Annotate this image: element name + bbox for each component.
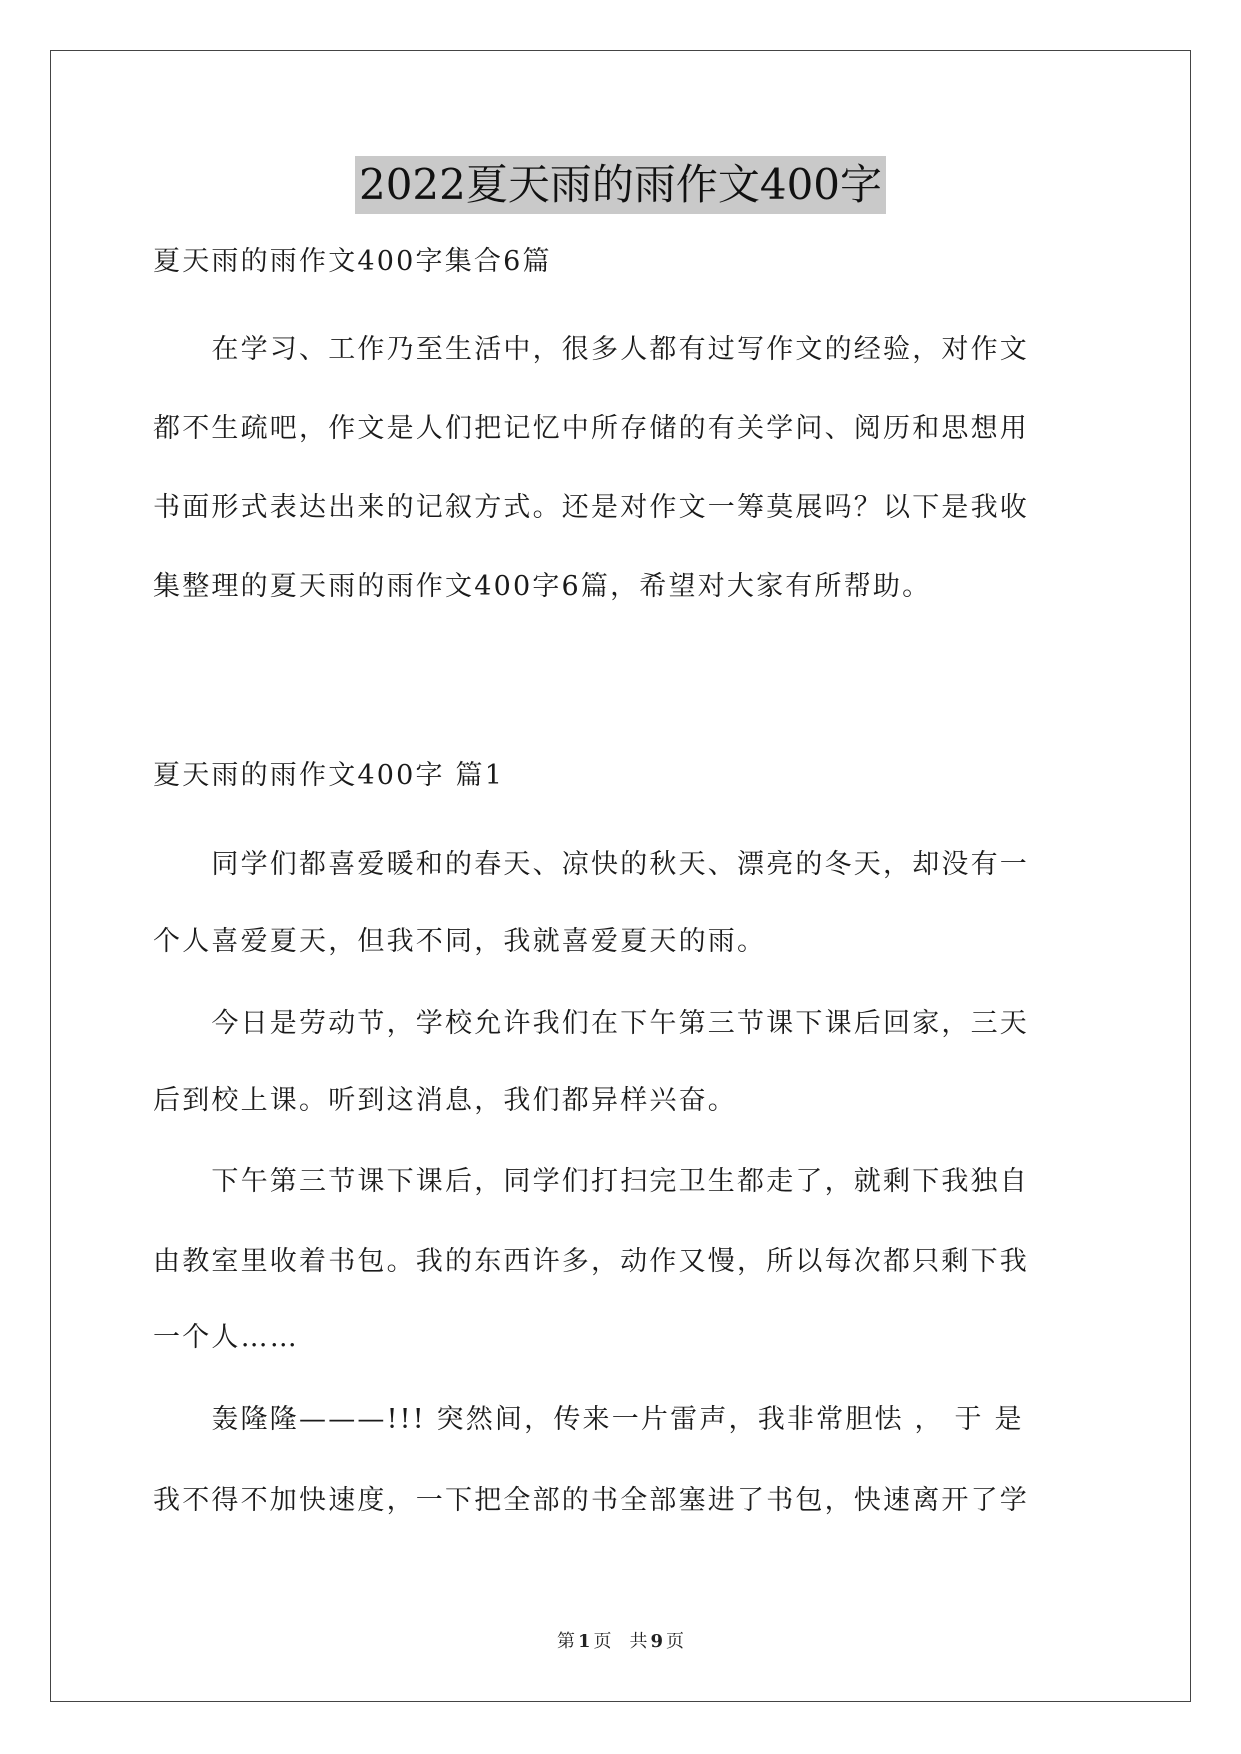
paragraph-line: 个人喜爱夏天，但我不同，我就喜爱夏天的雨。 xyxy=(153,926,767,957)
paragraph-line: 今日是劳动节，学校允许我们在下午第三节课下课后回家，三天 xyxy=(153,1008,1029,1039)
paragraph-line: 同学们都喜爱暖和的春天、凉快的秋天、漂亮的冬天，却没有一 xyxy=(153,849,1029,880)
subtitle-line: 夏天雨的雨作文400字集合6篇 xyxy=(153,246,552,277)
paragraph-line: 在学习、工作乃至生活中，很多人都有过写作文的经验，对作文 xyxy=(153,334,1029,365)
paragraph-line: 书面形式表达出来的记叙方式。还是对作文一筹莫展吗？以下是我收 xyxy=(153,492,1029,523)
page-prefix: 第 xyxy=(556,1631,575,1652)
document-title: 2022夏天雨的雨作文400字 xyxy=(355,156,886,214)
total-prefix: 共 xyxy=(629,1631,648,1652)
paragraph-line: 轰隆隆———!!! 突然间，传来一片雷声，我非常胆怯 ， 于 是 xyxy=(153,1404,1024,1435)
paragraph-line: 后到校上课。听到这消息，我们都异样兴奋。 xyxy=(153,1085,737,1116)
section-heading: 夏天雨的雨作文400字 篇1 xyxy=(153,760,505,791)
paragraph-line: 我不得不加快速度，一下把全部的书全部塞进了书包，快速离开了学 xyxy=(153,1485,1029,1516)
title-container xyxy=(0,156,1241,214)
current-page-number: 1 xyxy=(577,1631,591,1652)
total-suffix: 页 xyxy=(666,1631,685,1652)
paragraph-line: 集整理的夏天雨的雨作文400字6篇，希望对大家有所帮助。 xyxy=(153,571,932,602)
paragraph-line: 都不生疏吧，作文是人们把记忆中所存储的有关学问、阅历和思想用 xyxy=(153,413,1029,444)
paragraph-line: 下午第三节课下课后，同学们打扫完卫生都走了，就剩下我独自 xyxy=(153,1166,1029,1197)
total-pages-number: 9 xyxy=(650,1631,664,1652)
page-suffix: 页 xyxy=(593,1631,612,1652)
paragraph-line: 由教室里收着书包。我的东西许多，动作又慢，所以每次都只剩下我 xyxy=(153,1246,1029,1277)
paragraph-line: 一个人…… xyxy=(153,1322,299,1353)
page-footer xyxy=(0,1630,1241,1654)
